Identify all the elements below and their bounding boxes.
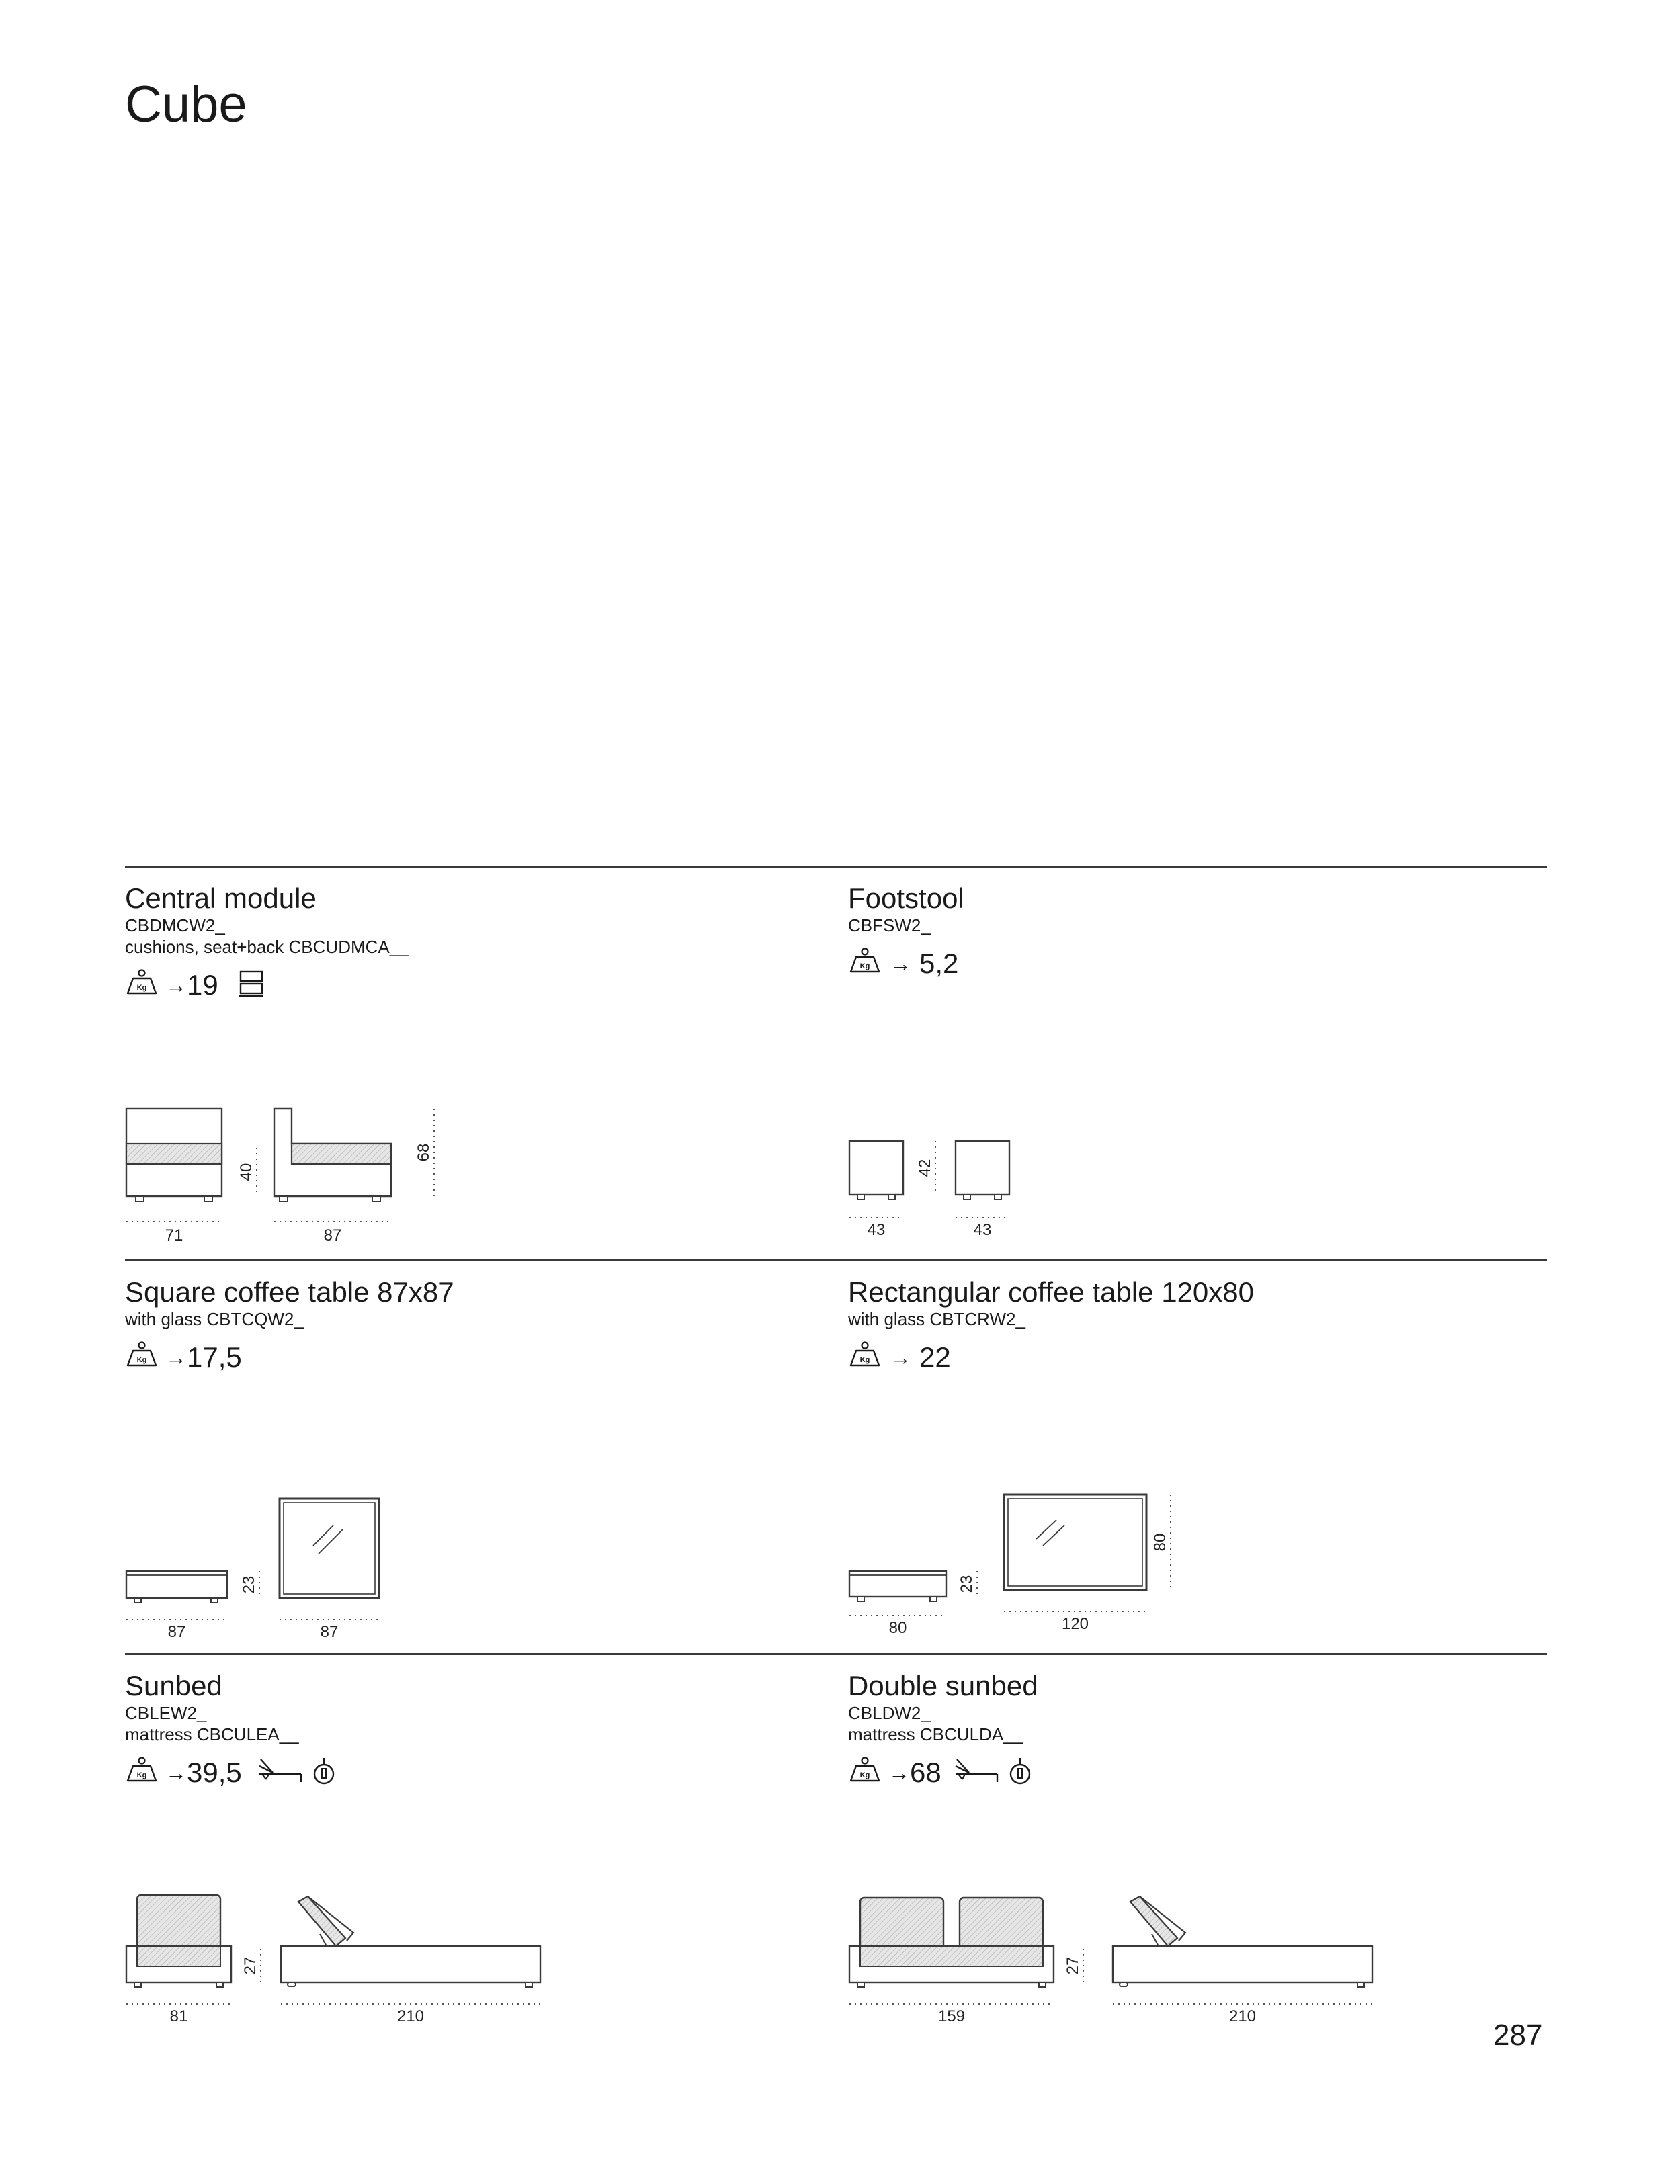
weight-row: [848, 1339, 1520, 1376]
kg-weight-icon: [125, 969, 159, 996]
central-module-drawing: [125, 1102, 448, 1243]
weight-arrow: →: [890, 1345, 911, 1370]
weight-arrow: →: [888, 1761, 910, 1785]
product-code: CBLEW2_: [125, 1703, 207, 1723]
dim-depth: 43: [973, 1221, 992, 1239]
section-divider: [125, 1259, 1547, 1261]
sunbed-drawing: [125, 1882, 555, 2023]
dim-width: 81: [169, 2007, 188, 2025]
product-double-sunbed: [848, 1671, 1520, 1792]
dim-depth: 87: [320, 1623, 339, 1641]
rectangular-coffee-table-drawing: [848, 1493, 1184, 1637]
weight-value: 5,2: [919, 948, 959, 979]
section-divider: [125, 1653, 1547, 1655]
kg-weight-icon: [848, 948, 882, 974]
weight-arrow: →: [165, 1345, 187, 1370]
kg-weight-icon: [125, 1757, 159, 1783]
dim-length: 120: [1061, 1615, 1089, 1633]
weight-value: 19: [187, 969, 218, 1001]
product-sub: mattress CBCULEA__: [125, 1724, 299, 1745]
weight-arrow: →: [165, 973, 187, 997]
product-rectangular-coffee-table: [848, 1277, 1520, 1376]
square-coffee-table-drawing: [125, 1497, 394, 1641]
product-code: CBLDW2_: [848, 1703, 931, 1723]
weight-arrow: →: [165, 1761, 187, 1785]
dim-height: 23: [958, 1574, 976, 1593]
double-sunbed-drawing: [848, 1882, 1386, 2023]
kg-weight-icon: [848, 1341, 882, 1368]
dim-width: 159: [937, 2007, 966, 2025]
product-sunbed: [125, 1671, 797, 1792]
dim-width: 43: [867, 1221, 886, 1239]
dim-depth: 80: [1151, 1533, 1169, 1552]
cushion-set-icon: [238, 969, 265, 999]
weight-row: [125, 1754, 797, 1792]
dim-width: 71: [165, 1226, 183, 1245]
product-sub: cushions, seat+back CBCUDMCA__: [125, 937, 409, 957]
wheel-icon: [310, 1757, 337, 1786]
page-title: Cube: [125, 76, 247, 133]
product-footstool: [848, 883, 1520, 982]
wheel-icon: [1007, 1757, 1034, 1786]
dim-height: 27: [1064, 1956, 1082, 1975]
kg-weight-icon: [125, 1341, 159, 1368]
dim-height: 68: [415, 1143, 433, 1162]
product-name: Rectangular coffee table 120x80: [848, 1276, 1254, 1308]
weight-row: [125, 1339, 797, 1376]
dim-height: 27: [241, 1956, 259, 1975]
product-square-coffee-table: [125, 1277, 797, 1376]
product-code: with glass CBTCRW2_: [848, 1309, 1025, 1329]
dim-height: 42: [916, 1159, 934, 1177]
footstool-drawing: [848, 1136, 1023, 1239]
section-divider: [125, 866, 1547, 868]
page-number: 287: [1493, 2019, 1543, 2052]
dim-width: 80: [888, 1619, 907, 1637]
product-code: with glass CBTCQW2_: [125, 1309, 304, 1329]
weight-row: [848, 1754, 1520, 1792]
kg-weight-icon: [848, 1757, 882, 1783]
product-name: Footstool: [848, 882, 964, 914]
product-name: Sunbed: [125, 1670, 222, 1702]
product-code: CBDMCW2_: [125, 915, 225, 935]
weight-value: 68: [910, 1757, 941, 1788]
weight-row: [848, 945, 1520, 982]
dim-depth: 87: [323, 1226, 342, 1245]
weight-value: 39,5: [187, 1757, 242, 1788]
dim-length: 210: [396, 2007, 425, 2025]
product-name: Central module: [125, 882, 317, 914]
product-sub: mattress CBCULDA__: [848, 1724, 1023, 1745]
product-name: Double sunbed: [848, 1670, 1038, 1702]
weight-row: [125, 966, 797, 1004]
reclining-backrest-icon: [953, 1757, 1000, 1786]
product-name: Square coffee table 87x87: [125, 1276, 454, 1308]
weight-value: 22: [919, 1341, 951, 1373]
weight-arrow: →: [890, 952, 911, 976]
dim-width: 87: [167, 1623, 186, 1641]
product-central-module: [125, 883, 797, 1004]
dim-seat-height: 40: [237, 1163, 255, 1181]
product-code: CBFSW2_: [848, 915, 931, 935]
weight-value: 17,5: [187, 1341, 242, 1373]
reclining-backrest-icon: [257, 1757, 304, 1786]
dim-height: 23: [240, 1575, 258, 1594]
dim-length: 210: [1228, 2007, 1257, 2025]
